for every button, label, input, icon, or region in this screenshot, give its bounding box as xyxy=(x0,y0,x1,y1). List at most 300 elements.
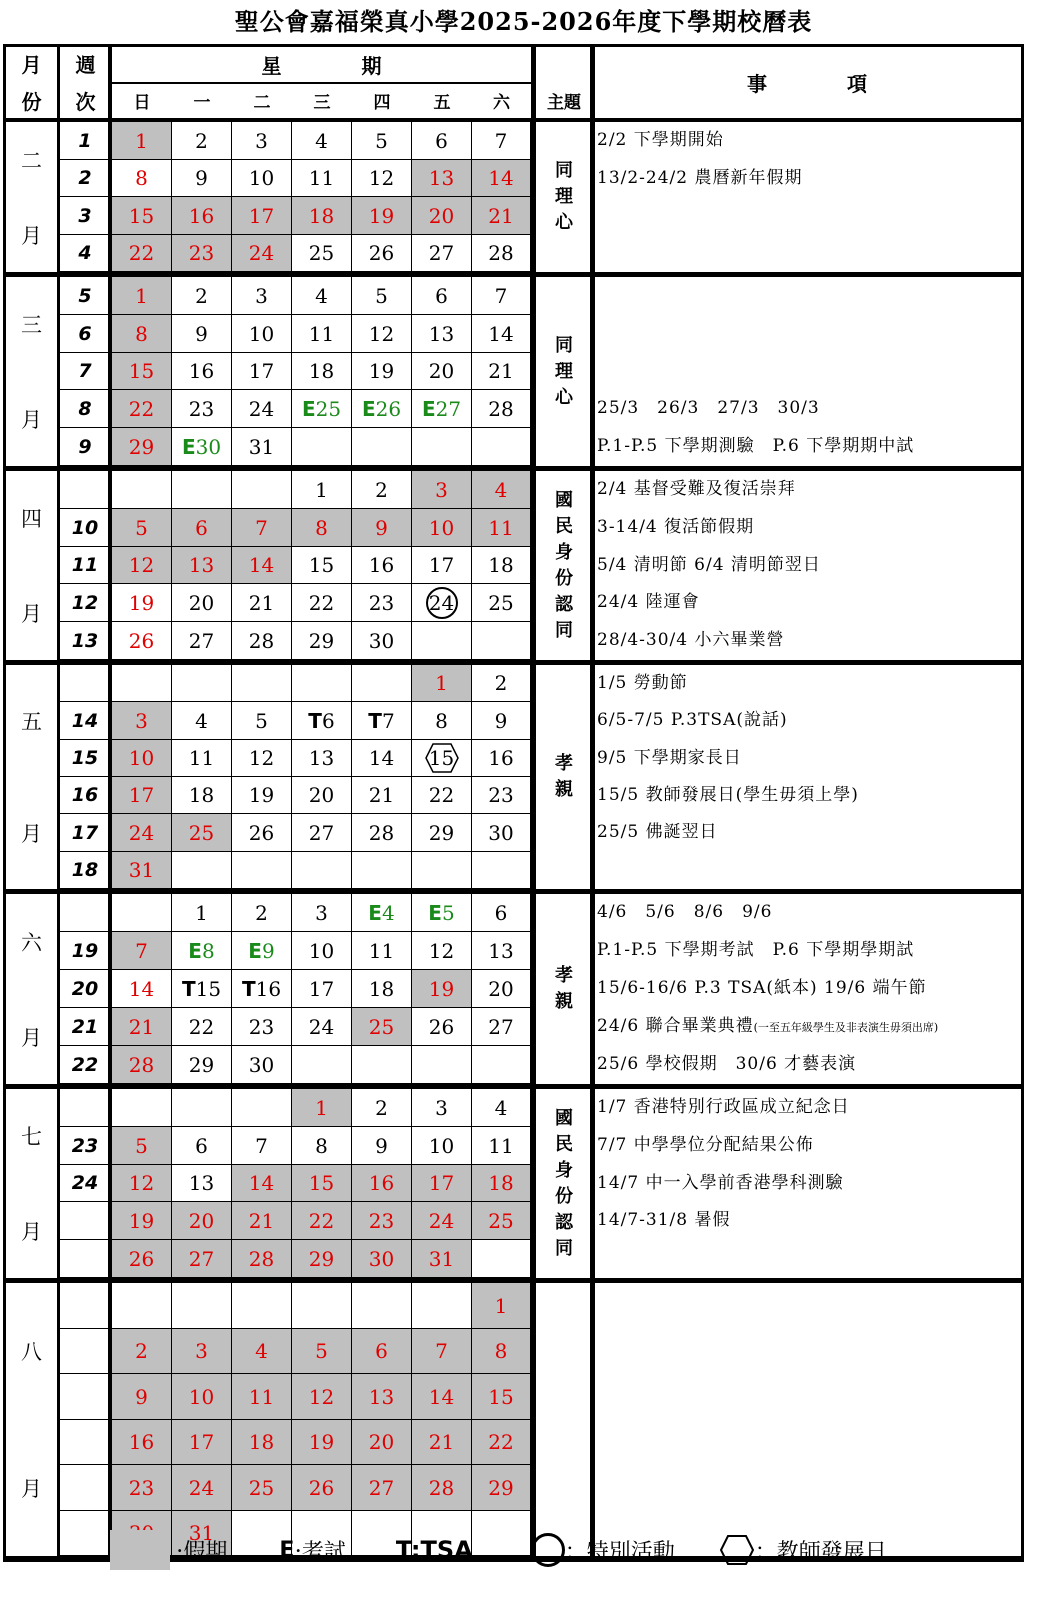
event-text: 1/7 香港特別行政區成立紀念日 xyxy=(597,1097,850,1117)
day-cell xyxy=(172,1127,232,1165)
month-name xyxy=(6,122,57,272)
day-cell xyxy=(112,1089,172,1127)
day-number: 14 xyxy=(128,976,155,1001)
week-number: 1 xyxy=(60,122,111,160)
day-cell xyxy=(472,509,531,547)
day-number: 22 xyxy=(308,590,335,615)
day-number: 2 xyxy=(195,128,208,153)
day-cell xyxy=(172,1165,232,1202)
day-cell xyxy=(352,970,412,1008)
day-number: 8 xyxy=(135,321,148,346)
day-cell xyxy=(292,1283,352,1329)
week-header-char: 次 xyxy=(75,90,96,114)
event-text: 14/7-31/8 暑假 xyxy=(597,1210,731,1230)
week-number xyxy=(60,1511,111,1556)
day-number: 19 xyxy=(128,590,155,615)
day-cell xyxy=(472,1240,531,1278)
day-number: 22 xyxy=(488,1430,514,1454)
day-number: 15 xyxy=(128,203,155,228)
day-cell xyxy=(472,353,531,390)
day-number: 19 xyxy=(368,359,395,383)
day-cell xyxy=(472,160,531,197)
day-cell xyxy=(232,315,292,353)
day-number: 9 xyxy=(494,708,508,733)
month-name xyxy=(6,1283,57,1556)
event-text: P.1-P.5 下學期考試 P.6 下學期學期試 xyxy=(597,940,915,960)
day-cell xyxy=(292,1008,352,1046)
week-number xyxy=(60,471,111,509)
day-cell xyxy=(232,235,292,272)
day-number: 25 xyxy=(248,1475,275,1500)
theme-char: 份 xyxy=(555,1185,573,1207)
day-number: 14 xyxy=(248,553,275,577)
day-cell xyxy=(172,665,232,702)
weekday-header: 三 xyxy=(313,92,331,113)
day-number: 4 xyxy=(494,1095,508,1120)
day-number: 22 xyxy=(428,783,455,807)
special-activity-circle-icon: 24 xyxy=(426,587,458,619)
day-number: 1 xyxy=(435,671,448,695)
day-cell xyxy=(352,1283,412,1329)
day-number: 1 xyxy=(315,477,328,502)
day-number: 21 xyxy=(248,590,275,615)
week-number: 16 xyxy=(60,777,111,814)
day-number: 3 xyxy=(315,900,328,925)
day-cell xyxy=(112,509,172,547)
day-cell xyxy=(172,814,232,852)
day-cell xyxy=(232,932,292,970)
day-cell xyxy=(172,1240,232,1278)
day-cell xyxy=(352,1374,412,1420)
day-number: 18 xyxy=(248,1430,275,1454)
day-cell xyxy=(352,122,412,160)
day-cell xyxy=(112,197,172,235)
day-cell xyxy=(412,1465,472,1511)
day-cell xyxy=(232,777,292,814)
day-number: 23 xyxy=(188,241,215,265)
day-cell xyxy=(292,852,352,889)
day-cell xyxy=(112,1008,172,1046)
day-number: 10 xyxy=(188,1384,215,1409)
day-cell xyxy=(412,1008,472,1046)
day-number: 20 xyxy=(488,976,514,1001)
day-number: 11 xyxy=(308,166,335,190)
day-number: 25 xyxy=(308,241,335,265)
day-number: 18 xyxy=(488,1171,514,1195)
theme-char: 孝 xyxy=(555,965,573,986)
month-name xyxy=(6,471,57,660)
day-cell xyxy=(112,315,172,353)
day-cell xyxy=(292,122,352,160)
day-number: 1 xyxy=(135,283,148,308)
legend-exam: :考試 xyxy=(294,1539,346,1565)
day-number: 13 xyxy=(308,746,335,770)
exam-mark: E xyxy=(188,938,202,963)
week-number: 7 xyxy=(60,353,111,390)
day-number: 13 xyxy=(188,1171,215,1195)
week-number: 6 xyxy=(60,315,111,353)
day-cell xyxy=(352,622,412,660)
day-number: 29 xyxy=(488,1475,514,1500)
event-text: 28/4-30/4 小六畢業營 xyxy=(597,630,785,650)
day-cell xyxy=(172,390,232,428)
day-cell xyxy=(232,1283,292,1329)
day-cell xyxy=(232,894,292,932)
day-cell xyxy=(232,509,292,547)
day-number: 23 xyxy=(368,590,395,615)
day-number: 30 xyxy=(368,1246,395,1271)
day-cell xyxy=(112,970,172,1008)
day-cell xyxy=(472,777,531,814)
day-cell xyxy=(172,277,232,315)
day-number: 17 xyxy=(308,976,335,1001)
day-number: 30 xyxy=(248,1052,275,1077)
day-cell xyxy=(172,1465,232,1511)
event-text: 25/5 佛誕翌日 xyxy=(597,822,718,842)
day-cell xyxy=(412,702,472,740)
day-number: 29 xyxy=(128,434,155,459)
day-number: 26 xyxy=(308,1475,335,1500)
day-number: 8 xyxy=(135,166,148,190)
day-number: 29 xyxy=(308,1246,335,1271)
day-number: 2 xyxy=(195,283,208,308)
day-number: 25 xyxy=(488,1208,514,1233)
day-number: 28 xyxy=(488,241,514,265)
day-cell xyxy=(232,353,292,390)
theme-label xyxy=(536,471,592,660)
day-cell xyxy=(292,584,352,622)
day-number: 17 xyxy=(248,359,275,383)
day-cell xyxy=(352,390,412,428)
day-cell xyxy=(352,1420,412,1465)
theme-char: 心 xyxy=(555,212,573,233)
month-name-char: 六 xyxy=(21,930,42,955)
day-number: 30 xyxy=(195,434,222,459)
day-cell xyxy=(472,277,531,315)
event-text: 24/4 陸運會 xyxy=(597,592,700,612)
day-cell xyxy=(112,547,172,584)
day-cell xyxy=(232,1127,292,1165)
day-number: 28 xyxy=(128,1052,155,1077)
day-cell xyxy=(412,1240,472,1278)
day-number: 19 xyxy=(308,1430,335,1454)
day-cell xyxy=(112,1127,172,1165)
exam-mark: E xyxy=(421,396,436,421)
day-cell xyxy=(352,509,412,547)
day-number: 11 xyxy=(188,746,215,770)
day-cell xyxy=(472,1127,531,1165)
day-cell xyxy=(172,1329,232,1374)
day-cell xyxy=(172,160,232,197)
day-number: 26 xyxy=(428,1014,455,1039)
day-cell xyxy=(412,584,472,622)
day-cell xyxy=(172,1089,232,1127)
day-number: 5 xyxy=(135,1133,148,1158)
day-number: 3 xyxy=(255,128,268,153)
day-cell xyxy=(112,471,172,509)
month-name-char: 七 xyxy=(21,1125,42,1150)
day-cell xyxy=(172,894,232,932)
day-cell xyxy=(112,814,172,852)
day-cell xyxy=(172,1046,232,1084)
day-cell xyxy=(112,1283,172,1329)
theme-char: 心 xyxy=(555,386,573,408)
day-cell xyxy=(112,1202,172,1240)
day-cell xyxy=(352,428,412,466)
theme-char: 理 xyxy=(555,360,573,382)
day-cell xyxy=(112,1329,172,1374)
day-cell xyxy=(412,777,472,814)
day-number: 27 xyxy=(308,820,335,845)
day-cell xyxy=(232,1420,292,1465)
day-cell xyxy=(172,1202,232,1240)
day-cell xyxy=(472,122,531,160)
day-cell xyxy=(292,932,352,970)
day-number: 11 xyxy=(488,1133,514,1158)
month-name-char: 月 xyxy=(21,601,42,626)
day-cell xyxy=(352,1202,412,1240)
week-number: 2 xyxy=(60,160,111,197)
day-cell xyxy=(292,1240,352,1278)
day-number: 17 xyxy=(428,553,455,577)
day-cell xyxy=(352,852,412,889)
day-number: 9 xyxy=(261,938,275,963)
day-cell xyxy=(232,622,292,660)
day-number: 10 xyxy=(428,515,455,540)
day-number: 19 xyxy=(128,1208,155,1233)
day-cell xyxy=(412,665,472,702)
day-cell xyxy=(472,471,531,509)
day-cell xyxy=(112,1420,172,1465)
day-cell xyxy=(352,353,412,390)
day-cell xyxy=(412,1202,472,1240)
day-number: 23 xyxy=(188,396,215,421)
day-number: 5 xyxy=(441,900,455,925)
day-cell xyxy=(412,1283,472,1329)
event-text: 5/4 清明節 6/4 清明節翌日 xyxy=(597,554,821,575)
theme-char: 認 xyxy=(555,593,573,615)
event-text: 6/5-7/5 P.3TSA(說話) xyxy=(597,710,788,730)
day-cell xyxy=(352,894,412,932)
day-number: 2 xyxy=(255,900,268,925)
day-number: 1 xyxy=(315,1095,328,1120)
month-name-char: 月 xyxy=(21,223,42,248)
day-number: 20 xyxy=(368,1430,395,1454)
day-cell xyxy=(412,814,472,852)
day-number: 24 xyxy=(428,1208,455,1233)
col-line xyxy=(531,46,536,1556)
day-cell xyxy=(352,740,412,777)
day-number: 27 xyxy=(368,1475,395,1500)
day-cell xyxy=(412,1165,472,1202)
day-cell xyxy=(232,1008,292,1046)
day-cell xyxy=(352,932,412,970)
day-number: 16 xyxy=(188,359,215,383)
day-cell xyxy=(232,814,292,852)
day-number: 24 xyxy=(248,396,275,421)
day-number: 23 xyxy=(248,1014,275,1039)
weekday-header: 二 xyxy=(253,92,271,113)
day-number: 14 xyxy=(428,1384,455,1409)
day-cell xyxy=(292,622,352,660)
col-line xyxy=(590,46,595,1556)
day-cell xyxy=(172,235,232,272)
theme-label xyxy=(536,1089,592,1278)
day-number: 14 xyxy=(248,1171,275,1195)
day-number: 7 xyxy=(381,708,395,733)
day-cell xyxy=(292,970,352,1008)
day-number: 4 xyxy=(255,1339,268,1363)
month-name-char: 八 xyxy=(21,1340,42,1365)
day-cell xyxy=(412,122,472,160)
day-cell xyxy=(292,390,352,428)
theme-label xyxy=(536,122,592,272)
event-text: 2/4 基督受難及復活崇拜 xyxy=(597,479,796,499)
week-header xyxy=(60,46,111,118)
day-cell xyxy=(292,1202,352,1240)
event-text: 2/2 下學期開始 xyxy=(597,130,724,150)
day-cell xyxy=(412,353,472,390)
day-number: 16 xyxy=(368,553,395,577)
day-number: 4 xyxy=(381,900,395,925)
day-cell xyxy=(472,814,531,852)
day-number: 13 xyxy=(428,321,455,346)
tsa-mark: T xyxy=(368,708,382,733)
day-cell xyxy=(112,1165,172,1202)
day-number: 4 xyxy=(195,708,208,733)
day-cell xyxy=(292,353,352,390)
week-number: 14 xyxy=(60,702,111,740)
day-number: 13 xyxy=(488,938,514,963)
event-text: 3-14/4 復活節假期 xyxy=(597,517,755,537)
month-name xyxy=(6,894,57,1084)
day-cell xyxy=(172,122,232,160)
day-number: 20 xyxy=(188,1208,215,1233)
day-number: 7 xyxy=(435,1339,448,1363)
theme-char: 身 xyxy=(555,1159,573,1181)
weekday-header: 六 xyxy=(493,92,510,113)
week-number: 8 xyxy=(60,390,111,428)
circle-icon xyxy=(531,1533,565,1567)
day-number: 27 xyxy=(188,1246,215,1271)
day-number: 7 xyxy=(494,283,508,308)
month-name xyxy=(6,665,57,889)
day-number: 31 xyxy=(128,858,155,882)
day-number: 17 xyxy=(428,1171,455,1195)
day-number: 25 xyxy=(488,590,514,615)
month-name-char: 二 xyxy=(21,148,42,173)
day-number: 23 xyxy=(128,1475,155,1500)
day-number: 28 xyxy=(248,628,275,653)
month-name-char: 月 xyxy=(21,1025,42,1050)
day-number: 28 xyxy=(368,820,395,845)
day-number: 20 xyxy=(428,359,455,383)
day-number: 22 xyxy=(128,241,155,265)
day-number: 20 xyxy=(308,783,335,807)
day-cell xyxy=(472,1089,531,1127)
day-cell xyxy=(352,665,412,702)
holiday-swatch xyxy=(110,1530,170,1570)
day-cell xyxy=(472,1374,531,1420)
day-number: 4 xyxy=(315,128,328,153)
day-number: 2 xyxy=(375,477,388,502)
day-number: 26 xyxy=(128,1246,155,1271)
day-cell xyxy=(412,932,472,970)
day-cell xyxy=(352,1089,412,1127)
day-number: 14 xyxy=(368,746,395,770)
day-number: 10 xyxy=(248,166,275,190)
day-cell xyxy=(112,622,172,660)
day-cell xyxy=(232,122,292,160)
day-number: 18 xyxy=(488,553,514,577)
col-line xyxy=(57,46,60,1556)
event-text: 9/5 下學期家長日 xyxy=(597,747,742,768)
day-cell xyxy=(112,122,172,160)
day-number: 7 xyxy=(494,128,508,153)
day-number: 8 xyxy=(201,938,215,963)
week-number: 21 xyxy=(60,1008,111,1046)
day-number: 13 xyxy=(428,166,455,190)
day-cell xyxy=(412,1046,472,1084)
day-cell xyxy=(412,970,472,1008)
day-cell xyxy=(352,1465,412,1511)
tsa-mark: T xyxy=(241,976,256,1001)
week-number: 5 xyxy=(60,277,111,315)
day-number: 22 xyxy=(188,1014,215,1039)
day-number: 5 xyxy=(135,515,148,540)
week-number: 12 xyxy=(60,584,111,622)
day-number: 3 xyxy=(135,708,148,733)
day-number: 21 xyxy=(128,1014,155,1039)
day-number: 18 xyxy=(188,783,215,807)
month-name-char: 月 xyxy=(21,1219,42,1244)
day-number: 15 xyxy=(488,1384,514,1409)
day-cell xyxy=(352,160,412,197)
week-number xyxy=(60,1283,111,1329)
day-number: 26 xyxy=(375,396,402,421)
day-number: 12 xyxy=(128,1171,155,1195)
day-cell xyxy=(172,471,232,509)
day-number: 21 xyxy=(488,203,514,228)
day-number: 14 xyxy=(488,321,514,346)
day-number: 24 xyxy=(188,1475,215,1500)
day-number: 16 xyxy=(368,1171,395,1195)
day-number: 27 xyxy=(435,396,462,421)
day-number: 27 xyxy=(428,241,455,265)
day-number: 9 xyxy=(195,321,208,346)
exam-mark: E xyxy=(368,900,382,925)
day-cell xyxy=(232,390,292,428)
day-cell xyxy=(292,428,352,466)
day-number: 9 xyxy=(375,1133,388,1158)
day-cell xyxy=(112,390,172,428)
month-header-char: 份 xyxy=(21,90,42,114)
day-number: 12 xyxy=(128,553,155,577)
theme-char: 理 xyxy=(555,186,573,207)
day-cell xyxy=(472,197,531,235)
day-cell xyxy=(412,1329,472,1374)
tsa-mark: T xyxy=(308,708,322,733)
day-number: 3 xyxy=(255,283,268,308)
month-header-char: 月 xyxy=(21,53,42,77)
day-cell xyxy=(232,852,292,889)
day-number: 5 xyxy=(255,708,268,733)
day-number: 3 xyxy=(435,1095,448,1120)
day-number: 20 xyxy=(188,590,215,615)
weekday-header: 五 xyxy=(433,92,451,113)
day-cell xyxy=(172,852,232,889)
theme-label xyxy=(536,894,592,1084)
